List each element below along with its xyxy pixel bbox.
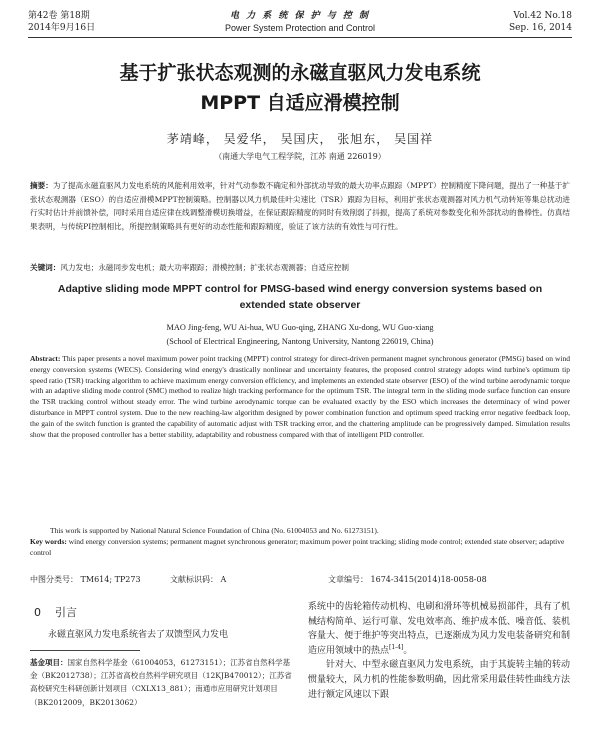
- section-heading: [34, 604, 77, 620]
- section-number: 0: [34, 606, 41, 619]
- paper-title-cn-line1: 基于扩张状态观测的永磁直驱风力发电系统: [119, 62, 481, 84]
- article-number: 文章编号： 1674-3415(2014)18-0058-08: [328, 575, 487, 584]
- abstract-cn: [30, 179, 570, 233]
- intro-right-p1-text: 系统中的齿轮箱传动机构、电刷和滑环等机械易损部件，具有了机械结构简单、运行可靠、发电效率高、维护成本低、噪音低、装机容量大、便于维护等突出特点，已逐渐成为风力发电装备研究和制造应用领域中的热点: [308, 602, 570, 656]
- header-journal: [28, 10, 572, 34]
- paper-title-cn: [30, 58, 570, 118]
- keywords-cn: [30, 262, 570, 274]
- clc-number: 中图分类号： TM614; TP273: [30, 575, 141, 584]
- footnote-rule: [30, 650, 140, 651]
- abstract-en-text: This paper presents a novel maximum power point tracking (MPPT) control strategy for direct-driven permanent magnet synchronous generator (PMSG) based on wind energy conversion systems (WECS). Considering wind energy's drastically nonlinear and uncertainty features, the proposed control strategy adopts wind turbine's optimum tip speed ratio (TSR) tracking algorithm to achieve maximum energy conversion efficiency, and implements an extended state observer (ESO) of the wind turbine aerodynamic torque with an adaptive sliding mode control (SMC) method to realize high tracking performance for the optimum TSR. The integral term in the sliding mode surface function can ensure the TSR tracking control without steady error. The wind turbine aerodynamic torque can be evaluated exactly by the ESO which increases the determinacy of wind power disturbance in MPPT control system. Due to the new reaching-law algorithm designed by power combination function and optimum speed tracking error negative feedback loop, the gain of the switch function is granted the capability of automatic adjust with TSR tracking error, and the chattering amplitude can be progressively damped. Simulation results show that the proposed controller has a better stability, adaptability and robustness compared with that of intelligent PID controller.: [30, 354, 570, 439]
- abstract-en-label: Abstract:: [30, 354, 61, 363]
- affiliation-cn: （南通大学电气工程学院，江苏 南通 226019）: [214, 152, 386, 161]
- keywords-en-text: wind energy conversion systems; permanent magnet synchronous generator; maximum power point tracking; sliding mode control; extended state observer; adaptive control: [30, 537, 565, 557]
- header-rule: [28, 37, 572, 38]
- article-metadata: [30, 574, 570, 586]
- funding-footnote-label: 基金项目：: [30, 658, 68, 667]
- running-header: [28, 10, 572, 36]
- keywords-en: [30, 537, 570, 559]
- header-date-en: Sep. 16, 2014: [508, 23, 572, 33]
- citation-ref: [1-4]: [389, 643, 404, 651]
- header-volume-cn: 第42卷 第18期: [28, 11, 90, 21]
- paper-title-en: Adaptive sliding mode MPPT control for PMSG-based wind energy conversion systems based on extended state observer: [57, 283, 543, 311]
- header-journal-cn: 电 力 系 统 保 护 与 控 制: [229, 11, 371, 21]
- authors-cn: 茅靖峰， 吴爱华， 吴国庆， 张旭东， 吴国祥: [166, 132, 434, 146]
- intro-right-column: [308, 600, 570, 702]
- intro-left-paragraph: 永磁直驱风力发电系统省去了双馈型风力发电: [48, 630, 229, 640]
- header-volume-en: Vol.42 No.18: [513, 11, 572, 21]
- header-journal-en: Power System Protection and Control: [224, 23, 376, 33]
- keywords-cn-label: 关键词：: [30, 263, 61, 272]
- affiliation-en: (School of Electrical Engineering, Nantong University, Nantong 226019, China): [166, 337, 434, 346]
- document-code: 文献标识码： A: [170, 575, 227, 584]
- paper-title-cn-line2: MPPT 自适应滑模控制: [200, 92, 400, 114]
- intro-right-paragraph-2: 针对大、中型永磁直驱风力发电系统，由于其旋转主轴的转动惯量较大，风力机的性能参数明确，因此常采用最佳转性曲线方法进行额定风速以下跟: [308, 660, 570, 700]
- abstract-en: [30, 354, 570, 440]
- funding-footnote: [30, 656, 292, 709]
- keywords-en-label: Key words:: [30, 537, 67, 546]
- intro-right-paragraph-1: [308, 600, 570, 658]
- authors-en: MAO Jing-feng, WU Ai-hua, WU Guo-qing, ZHANG Xu-dong, WU Guo-xiang: [166, 323, 434, 332]
- intro-right-p1-end: 。: [403, 645, 413, 656]
- funding-footnote-text: 国家自然科学基金（61004053，61273151）；江苏省自然科学基金（BK2012738）；江苏省高校自然科学研究项目（12KJB470012）；江苏省高校研究生科研创新计划项目（CXLX13_881）；南通市应用研究计划项目（BK2012009，BK2013062）: [30, 658, 292, 707]
- header-right: [509, 10, 572, 34]
- abstract-cn-text: 为了提高永磁直驱风力发电系统的风能利用效率，针对气动参数不确定和外部扰动导致的最大功率点跟踪（MPPT）控制精度下降问题，提出了一种基于扩张状态观测器（ESO）的自适应滑模MPPT控制策略。控制器以风力机最佳叶尖速比（TSR）跟踪为目标，利用扩张状态观测器对风力机气动转矩等集总扰动进行实时估计并前馈补偿，同时采用自适应律在线调整滑模切换增益，在保证跟踪精度的同时有效削弱了抖振，提高了系统对参数变化和外部扰动的鲁棒性。仿真结果表明，与传统PI控制相比，所提控制策略具有更好的动态性能和跟踪精度，验证了该方法的有效性与可行性。: [30, 181, 570, 231]
- keywords-cn-text: 风力发电；永磁同步发电机；最大功率跟踪；滑模控制；扩张状态观测器；自适应控制: [60, 263, 349, 272]
- funding-statement-en: This work is supported by National Natural Science Foundation of China (No. 61004053 and No. 61273151).: [50, 526, 379, 535]
- abstract-cn-label: 摘要：: [30, 181, 53, 190]
- section-title: 引言: [55, 606, 77, 619]
- header-date-cn: 2014年9月16日: [28, 23, 96, 33]
